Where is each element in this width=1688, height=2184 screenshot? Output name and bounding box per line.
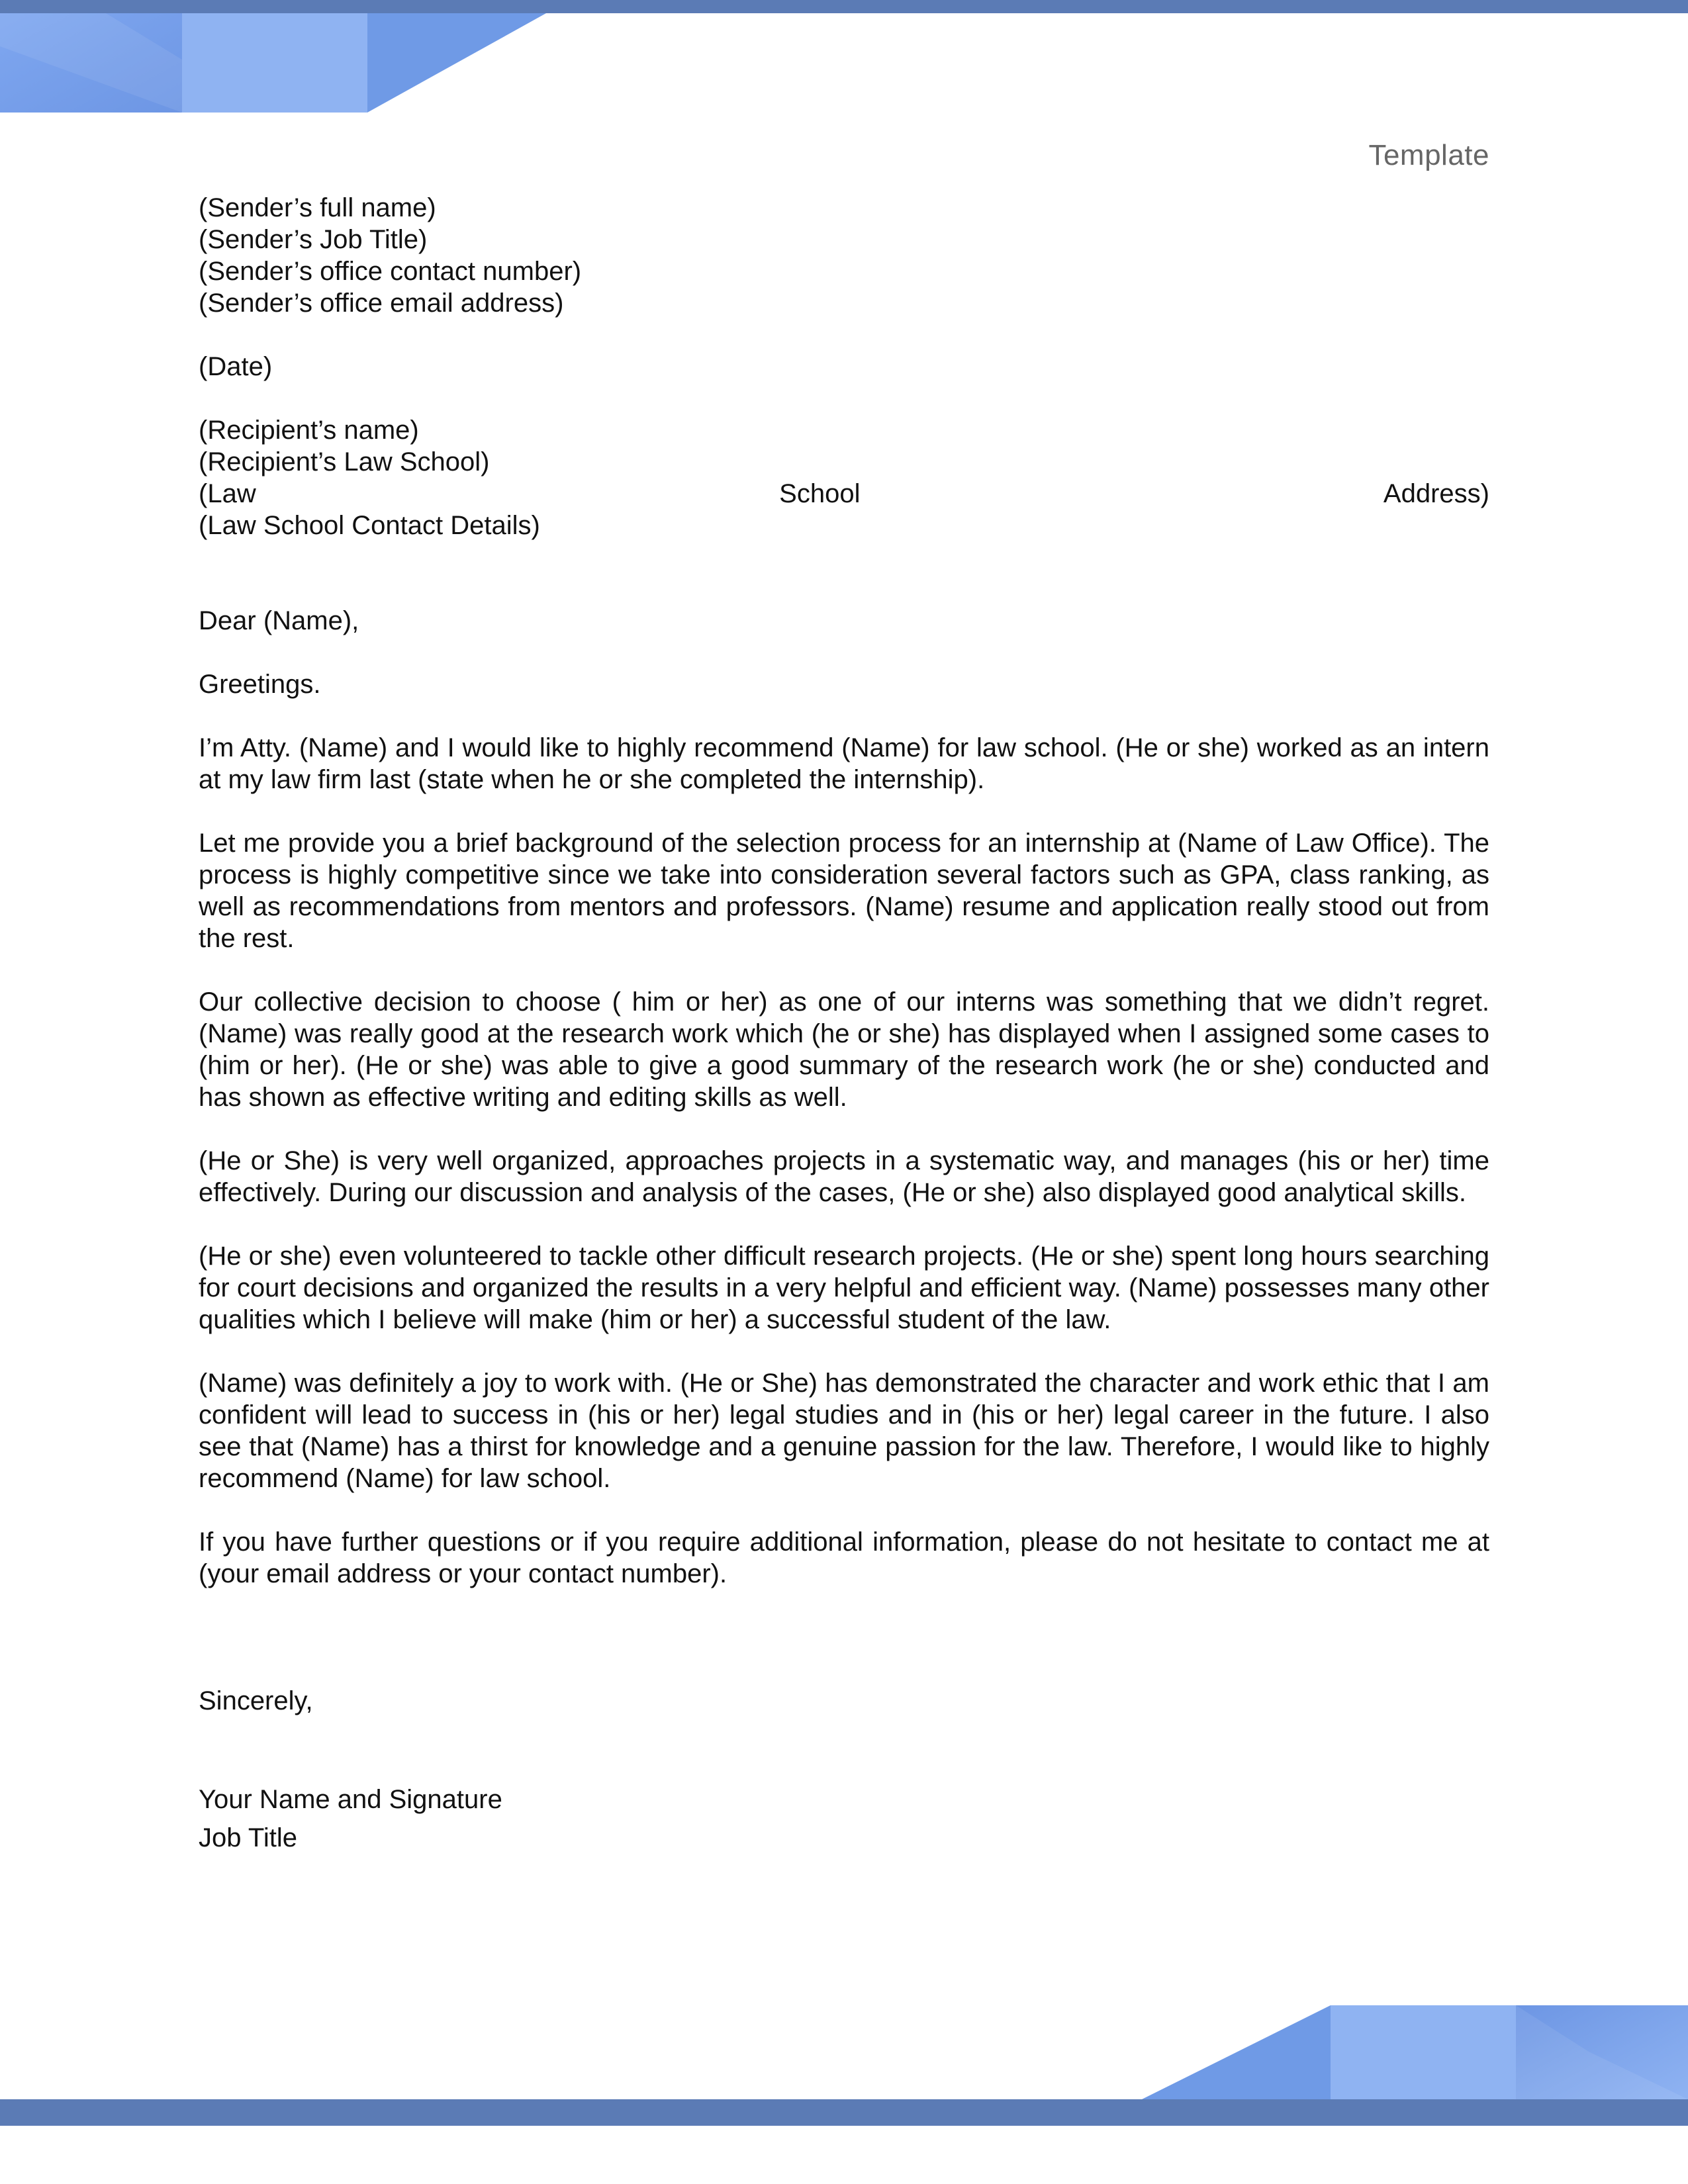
body-paragraph: If you have further questions or if you require additional information, please do not hesitate to contact me at (your email address or your contact number). (199, 1527, 1489, 1588)
sender-job-title: (Sender’s Job Title) (199, 225, 428, 254)
letter-body (199, 732, 1489, 1590)
top-band (0, 0, 1688, 13)
top-left-shape-triangle (367, 13, 546, 113)
sender-contact-number: (Sender’s office contact number) (199, 257, 582, 286)
body-paragraph: Our collective decision to choose ( him or her) as one of our interns was something that we didn’t regret. (Name) was really good at the research work which (he or she) has displayed when I assigned some cases to (him or her). (He or she) was able to give a good summary of the research work (he or she) conducted and has shown as effective writing and editing skills as well. (199, 987, 1489, 1112)
address-part: Address) (1383, 479, 1489, 508)
body-paragraph: (He or she) even volunteered to tackle other difficult research projects. (He or she) spent long hours searching for court decisions and organized the results in a very helpful and efficient way. (Name) possesses many other qualities which I believe will make (him or her) a successful student of the law. (199, 1242, 1489, 1334)
signature-name: Your Name and Signature (199, 1785, 502, 1814)
bottom-right-shape-triangle (1142, 2005, 1331, 2099)
salutation: Dear (Name), (199, 606, 359, 635)
sender-full-name: (Sender’s full name) (199, 193, 436, 222)
body-paragraph: (He or She) is very well organized, approaches projects in a systematic way, and manages (his or her) time effectively. During our discussion and analysis of the cases, (He or she) also displayed good analytical skills. (199, 1146, 1489, 1207)
body-paragraph: I’m Atty. (Name) and I would like to highly recommend (Name) for law school. (He or she) worked as an intern at my law firm last (state when he or she completed the internship). (199, 733, 1489, 794)
top-left-shape-light (182, 13, 367, 113)
recipient-name: (Recipient’s name) (199, 416, 419, 445)
sender-email-address: (Sender’s office email address) (199, 289, 564, 318)
bottom-right-shape-light (1331, 2005, 1516, 2099)
recipient-address (199, 478, 1489, 510)
address-part: School (779, 479, 861, 508)
signature-block (199, 1780, 1489, 1857)
signature-job-title: Job Title (199, 1823, 297, 1852)
body-paragraph: (Name) was definitely a joy to work with. (He or She) has demonstrated the character and work ethic that I am confident will lead to success in (his or her) legal studies and in (his or her) legal career in the future. I also see that (Name) has a thirst for knowledge and a genuine passion for the law. Therefore, I would like to highly recommend (Name) for law school. (199, 1369, 1489, 1493)
recipient-contact-details: (Law School Contact Details) (199, 511, 540, 540)
recipient-block (199, 414, 1489, 541)
letter-date: (Date) (199, 352, 273, 381)
bottom-band (0, 2099, 1688, 2126)
sender-block (199, 192, 1489, 319)
body-paragraph: Let me provide you a brief background of the selection process for an internship at (Name of Law Office). The process is highly competitive since we take into consideration several factors such as GPA, class ranking, as well as recommendations from mentors and professors. (Name) resume and application really stood out from the rest. (199, 829, 1489, 953)
letter-content (199, 192, 1489, 1857)
greeting: Greetings. (199, 670, 321, 699)
address-part: (Law (199, 479, 256, 508)
recipient-law-school: (Recipient’s Law School) (199, 447, 490, 477)
closing: Sincerely, (199, 1686, 313, 1715)
template-label: Template (1368, 139, 1489, 171)
